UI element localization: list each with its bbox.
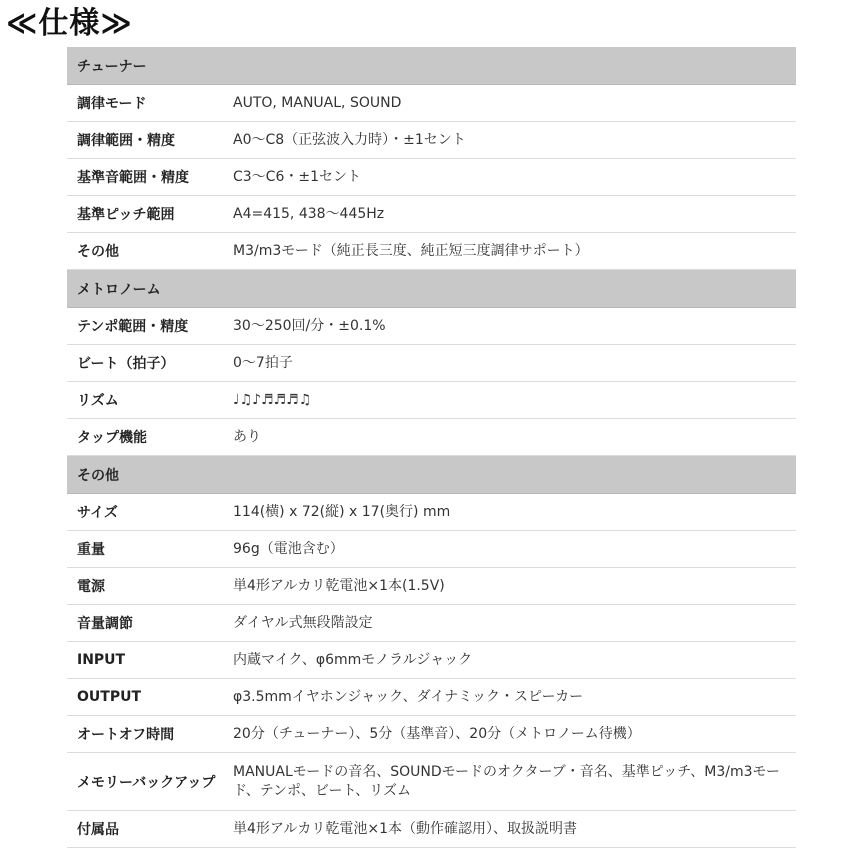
spec-row xyxy=(67,494,796,531)
spec-label: リズム xyxy=(67,382,233,419)
spec-label: INPUT xyxy=(67,642,233,679)
spec-value: MANUALモードの音名、SOUNDモードのオクターブ・音名、基準ピッチ、M3/m3モード、テンポ、ビート、リズム xyxy=(233,753,796,811)
spec-row xyxy=(67,159,796,196)
spec-row xyxy=(67,811,796,848)
spec-label: 付属品 xyxy=(67,811,233,848)
spec-value: 114(横) x 72(縦) x 17(奥行) mm xyxy=(233,494,796,531)
spec-row xyxy=(67,196,796,233)
spec-row xyxy=(67,568,796,605)
section-header-row xyxy=(67,270,796,308)
spec-value: 30～250回/分・±0.1% xyxy=(233,308,796,345)
spec-value: 96g（電池含む） xyxy=(233,531,796,568)
spec-value: ♩♫♪♬♬♬♫ xyxy=(233,382,796,419)
spec-label: 基準ピッチ範囲 xyxy=(67,196,233,233)
spec-label: サイズ xyxy=(67,494,233,531)
spec-value: あり xyxy=(233,419,796,456)
spec-table-body xyxy=(67,47,796,848)
spec-value: M3/m3モード（純正長三度、純正短三度調律サポート） xyxy=(233,233,796,270)
spec-label: テンポ範囲・精度 xyxy=(67,308,233,345)
spec-row xyxy=(67,382,796,419)
spec-value: 単4形アルカリ乾電池×1本（動作確認用）、取扱説明書 xyxy=(233,811,796,848)
spec-label: 基準音範囲・精度 xyxy=(67,159,233,196)
spec-label: メモリーバックアップ xyxy=(67,753,233,811)
spec-value: 内蔵マイク、φ6mmモノラルジャック xyxy=(233,642,796,679)
spec-value: 単4形アルカリ乾電池×1本(1.5V) xyxy=(233,568,796,605)
spec-label: 電源 xyxy=(67,568,233,605)
spec-row xyxy=(67,679,796,716)
section-header-row xyxy=(67,456,796,494)
spec-row xyxy=(67,233,796,270)
spec-row xyxy=(67,642,796,679)
spec-value: AUTO, MANUAL, SOUND xyxy=(233,85,796,122)
spec-row xyxy=(67,308,796,345)
section-header: メトロノーム xyxy=(67,270,796,308)
section-header-row xyxy=(67,47,796,85)
spec-value: ダイヤル式無段階設定 xyxy=(233,605,796,642)
spec-row xyxy=(67,419,796,456)
spec-label: 音量調節 xyxy=(67,605,233,642)
spec-label: 調律範囲・精度 xyxy=(67,122,233,159)
spec-value: A4=415, 438～445Hz xyxy=(233,196,796,233)
section-header: その他 xyxy=(67,456,796,494)
spec-row xyxy=(67,753,796,811)
spec-label: 重量 xyxy=(67,531,233,568)
spec-value: 20分（チューナー）、5分（基準音）、20分（メトロノーム待機） xyxy=(233,716,796,753)
spec-value: 0～7拍子 xyxy=(233,345,796,382)
spec-label: 調律モード xyxy=(67,85,233,122)
spec-label: その他 xyxy=(67,233,233,270)
spec-table xyxy=(67,47,796,848)
spec-label: オートオフ時間 xyxy=(67,716,233,753)
spec-label: ビート（拍子） xyxy=(67,345,233,382)
spec-row xyxy=(67,605,796,642)
section-header: チューナー xyxy=(67,47,796,85)
spec-label: タップ機能 xyxy=(67,419,233,456)
spec-label: OUTPUT xyxy=(67,679,233,716)
page-title: ≪仕様≫ xyxy=(6,6,133,41)
spec-value: φ3.5mmイヤホンジャック、ダイナミック・スピーカー xyxy=(233,679,796,716)
spec-row xyxy=(67,345,796,382)
spec-value: C3～C6・±1セント xyxy=(233,159,796,196)
spec-row xyxy=(67,85,796,122)
spec-row xyxy=(67,122,796,159)
spec-row xyxy=(67,531,796,568)
spec-row xyxy=(67,716,796,753)
spec-value: A0～C8（正弦波入力時）・±1セント xyxy=(233,122,796,159)
